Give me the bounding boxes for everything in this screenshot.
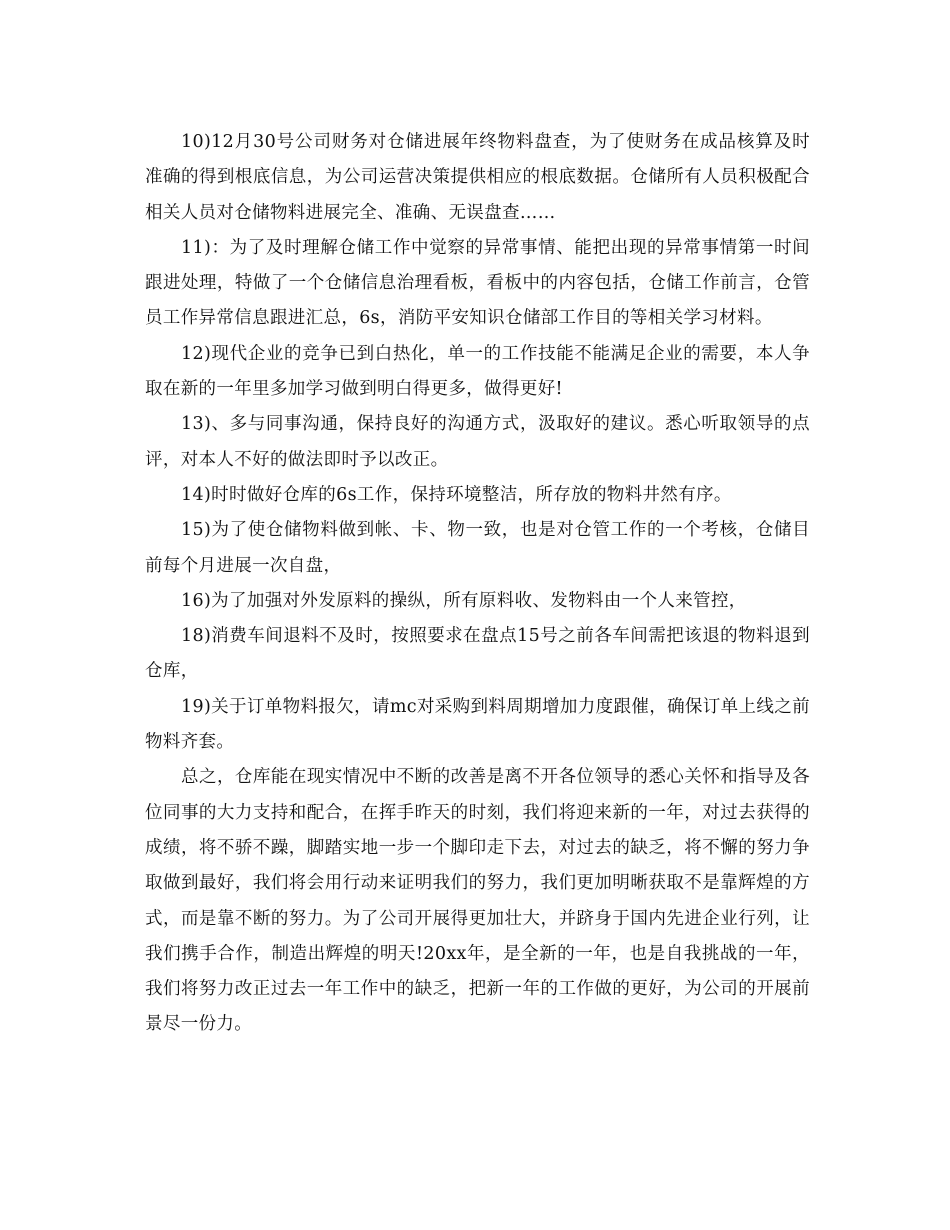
paragraph-summary: 总之，仓库能在现实情况中不断的改善是离不开各位领导的悉心关怀和指导及各位同事的大力支持和配合，在挥手昨天的时刻，我们将迎来新的一年，对过去获得的成绩，将不骄不躁，脚踏实地一步一个脚印走下去，对过去的缺乏，将不懈的努力争取做到最好，我们将会用行动来证明我们的努力，我们更加明晰获取不是靠辉煌的方式，而是靠不断的努力。为了公司开展得更加壮大，并跻身于国内先进企业行列，让我们携手合作，制造出辉煌的明天!20xx年，是全新的一年，也是自我挑战的一年，我们将努力改正过去一年工作中的缺乏，把新一年的工作做的更好，为公司的开展前景尽一份力。 [145, 767, 810, 1035]
paragraph-16: 16)为了加强对外发原料的操纵，所有原料收、发物料由一个人来管控， [181, 590, 747, 611]
paragraph-19: 19)关于订单物料报欠，请mc对采购到料周期增加力度跟催，确保订单上线之前物料齐套。 [145, 696, 810, 753]
paragraph-13: 13)、多与同事沟通，保持良好的沟通方式，汲取好的建议。悉心听取领导的点评，对本人不好的做法即时予以改正。 [145, 414, 810, 470]
paragraph-12: 12)现代企业的竞争已到白热化，单一的工作技能不能满足企业的需要，本人争取在新的一年里多加学习做到明白得更多，做得更好! [145, 343, 810, 400]
paragraph-11: 11)：为了及时理解仓储工作中觉察的异常事情、能把出现的异常事情第一时间跟进处理，特做了一个仓储信息治理看板，看板中的内容包括，仓储工作前言，仓管员工作异常信息跟进汇总，6s，消防平安知识仓储部工作目的等相关学习材料。 [145, 237, 810, 329]
paragraph-18: 18)消费车间退料不及时，按照要求在盘点15号之前各车间需把该退的物料退到仓库， [145, 626, 810, 682]
document-body [145, 125, 810, 1043]
paragraph-15: 15)为了使仓储物料做到帐、卡、物一致，也是对仓管工作的一个考核，仓储目前每个月进展一次自盘， [145, 520, 810, 576]
paragraph-14: 14)时时做好仓库的6s工作，保持环境整洁，所存放的物料井然有序。 [181, 484, 732, 505]
paragraph-10: 10)12月30号公司财务对仓储进展年终物料盘查，为了使财务在成品核算及时准确的得到根底信息，为公司运营决策提供相应的根底数据。仓储所有人员积极配合相关人员对仓储物料进展完全、准确、无误盘查…… [145, 132, 810, 223]
